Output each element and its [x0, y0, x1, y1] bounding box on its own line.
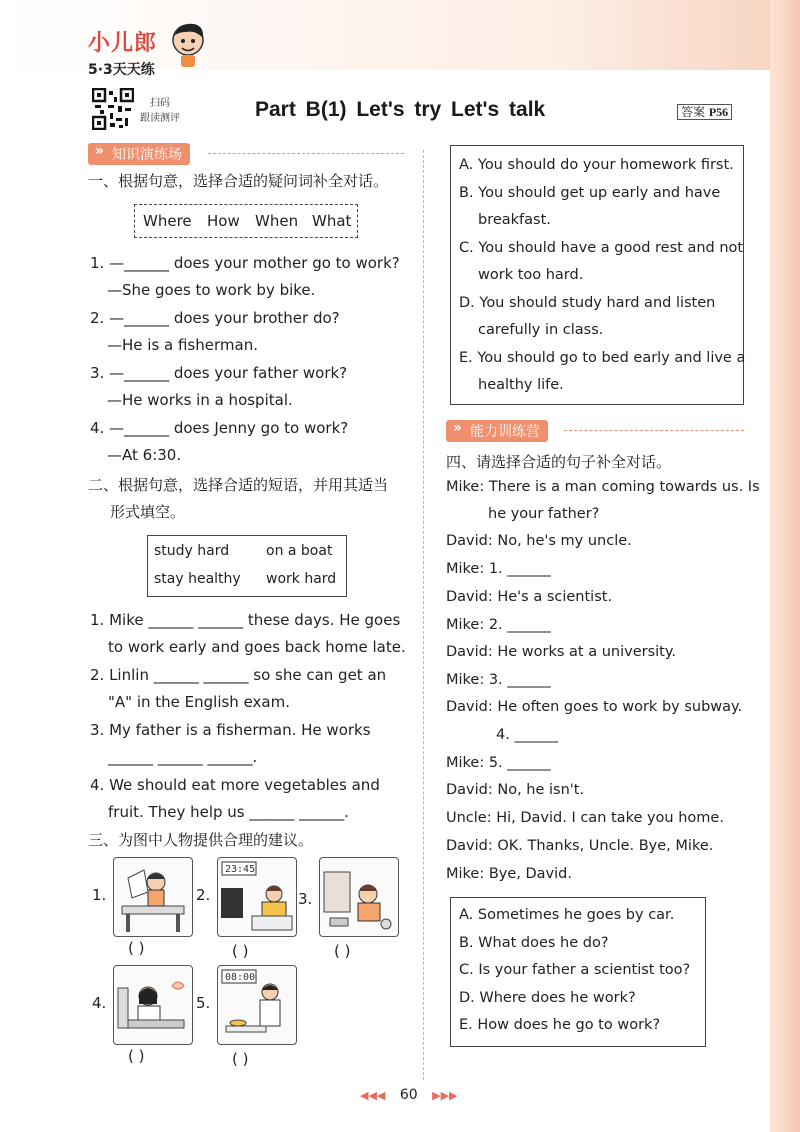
q2-line: ______ ______ ______.	[108, 748, 258, 766]
q1-item-answer: —He is a fisherman.	[107, 336, 258, 354]
dialogue-line: Mike: There is a man coming towards us. Is	[446, 479, 760, 495]
phrase-bank-item: study hard	[154, 543, 230, 559]
answer-page: P56	[708, 105, 729, 119]
question-2-heading-cont: 形式填空。	[110, 503, 186, 521]
advice-option-cont: breakfast.	[478, 212, 551, 228]
qr-code-icon	[92, 88, 134, 130]
dialogue-option: C. Is your father a scientist too?	[459, 962, 691, 978]
word-bank-item: How	[207, 212, 240, 230]
phrase-bank-box	[147, 535, 347, 597]
dialogue-option: D. Where does he work?	[459, 990, 636, 1006]
question-2-heading: 二、根据句意，选择合适的短语，并用其适当	[88, 476, 389, 494]
question-4-heading: 四、请选择合适的句子补全对话。	[446, 453, 672, 471]
phrase-bank-item: stay healthy	[154, 571, 241, 587]
section-tag-label: » 知识演练场	[88, 143, 190, 165]
question-1-heading: 一、根据句意，选择合适的疑问词补全对话。	[88, 172, 389, 190]
q1-item-question: 4. —______ does Jenny go to work?	[90, 419, 349, 437]
answer-reference	[677, 104, 732, 120]
answer-parentheses: ( )	[232, 1050, 249, 1068]
dialogue-line: David: He works at a university.	[446, 644, 676, 660]
section-dash-line	[564, 430, 744, 431]
q1-item-answer: —He works in a hospital.	[107, 391, 293, 409]
advice-option: C. You should have a good rest and not	[459, 240, 744, 256]
dialogue-option: B. What does he do?	[459, 935, 609, 951]
word-bank-item: What	[312, 212, 352, 230]
picture-number: 5.	[196, 994, 211, 1012]
picture-skipping-breakfast	[217, 965, 297, 1045]
section-dash-line	[208, 153, 404, 154]
dialogue-option: A. Sometimes he goes by car.	[459, 907, 675, 923]
brand-name: 小儿郎	[88, 31, 158, 56]
arrows-left-icon: ◀◀◀	[360, 1089, 386, 1102]
mascot-icon	[168, 20, 210, 68]
q2-line: to work early and goes back home late.	[108, 638, 406, 656]
advice-option-cont: work too hard.	[478, 267, 584, 283]
answer-parentheses: ( )	[128, 1047, 145, 1065]
q2-line: 1. Mike ______ ______ these days. He goes	[90, 611, 401, 629]
advice-option: E. You should go to bed early and live a	[459, 350, 746, 366]
dialogue-option: E. How does he go to work?	[459, 1017, 661, 1033]
clock-time: 08:00	[225, 972, 256, 983]
answer-parentheses: ( )	[334, 942, 351, 960]
series-name: 5·3天天练	[88, 62, 155, 78]
word-bank-item: Where	[143, 212, 192, 230]
picture-number: 3.	[298, 890, 313, 908]
dialogue-line-cont: he your father?	[488, 506, 600, 522]
arrows-right-icon: ▶▶▶	[432, 1089, 458, 1102]
picture-number: 2.	[196, 886, 211, 904]
picture-student-studying	[113, 857, 193, 937]
dialogue-line: David: No, he isn't.	[446, 782, 585, 798]
q2-line: 4. We should eat more vegetables and	[90, 776, 380, 794]
page-title: Part B(1) Let's try Let's talk	[255, 98, 546, 121]
section-tag-label: » 能力训练营	[446, 420, 548, 442]
dialogue-line: David: OK. Thanks, Uncle. Bye, Mike.	[446, 838, 714, 854]
answer-parentheses: ( )	[232, 942, 249, 960]
answer-label: 答案	[681, 105, 706, 119]
section-tag-ability	[446, 420, 746, 442]
dialogue-line: Mike: 1. ______	[446, 561, 551, 577]
section-tag-knowledge	[88, 143, 406, 165]
advice-option: D. You should study hard and listen	[459, 295, 716, 311]
advice-option-cont: carefully in class.	[478, 322, 604, 338]
clock-time: 23:45	[225, 864, 256, 875]
page-footer	[360, 1087, 458, 1103]
picture-tired-worker	[113, 965, 193, 1045]
dialogue-line: David: No, he's my uncle.	[446, 533, 632, 549]
qr-label-reading: 跟读测评	[140, 113, 180, 124]
picture-number: 1.	[92, 886, 107, 904]
dialogue-line: Mike: 5. ______	[446, 755, 551, 771]
advice-option: B. You should get up early and have	[459, 185, 721, 201]
page-number: 60	[399, 1087, 418, 1103]
q2-line: 3. My father is a fisherman. He works	[90, 721, 371, 739]
dialogue-line: Mike: Bye, David.	[446, 866, 572, 882]
dialogue-line-cont: 4. ______	[496, 727, 558, 743]
phrase-bank-item: on a boat	[266, 543, 333, 559]
dialogue-line: David: He's a scientist.	[446, 589, 613, 605]
qr-caption	[140, 96, 180, 126]
dialogue-line: David: He often goes to work by subway.	[446, 699, 743, 715]
q2-line: 2. Linlin ______ ______ so she can get an	[90, 666, 387, 684]
dialogue-line: Uncle: Hi, David. I can take you home.	[446, 810, 724, 826]
word-bank-box	[134, 204, 358, 238]
question-3-heading: 三、为图中人物提供合理的建议。	[88, 831, 314, 849]
q1-item-question: 3. —______ does your father work?	[90, 364, 348, 382]
q1-item-question: 1. —______ does your mother go to work?	[90, 254, 400, 272]
picture-messy-room	[319, 857, 399, 937]
q1-item-question: 2. —______ does your brother do?	[90, 309, 340, 327]
picture-number: 4.	[92, 994, 107, 1012]
q1-item-answer: —She goes to work by bike.	[107, 281, 316, 299]
q2-line: "A" in the English exam.	[108, 693, 290, 711]
dialogue-line: Mike: 3. ______	[446, 672, 551, 688]
dialogue-line: Mike: 2. ______	[446, 617, 551, 633]
column-divider	[423, 150, 424, 1080]
q1-item-answer: —At 6:30.	[107, 446, 182, 464]
qr-label-scan: 扫码	[150, 98, 170, 109]
page-edge	[770, 0, 800, 1132]
picture-late-night-tv	[217, 857, 297, 937]
advice-option: A. You should do your homework first.	[459, 157, 734, 173]
advice-option-cont: healthy life.	[478, 377, 564, 393]
q2-line: fruit. They help us ______ ______.	[108, 803, 349, 821]
brand-logo	[88, 26, 157, 79]
word-bank-item: When	[255, 212, 299, 230]
phrase-bank-item: work hard	[266, 571, 337, 587]
answer-parentheses: ( )	[128, 939, 145, 957]
